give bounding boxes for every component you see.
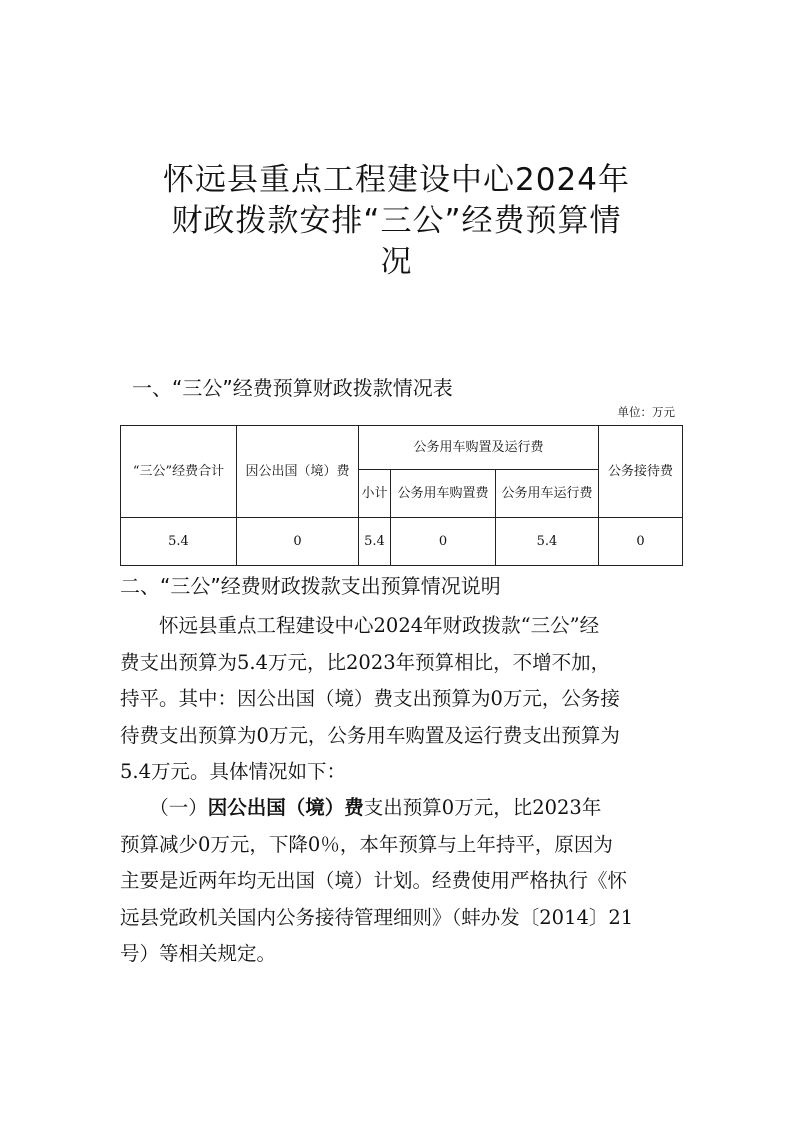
budget-table — [120, 425, 683, 566]
paragraph-1-line-1: 怀远县重点工程建设中心2024年财政拨款“三公”经 — [120, 614, 600, 637]
paragraph-2 — [120, 790, 680, 973]
header-vehicle-purchase: 公务用车购置费 — [391, 470, 496, 518]
cell-reception: 0 — [599, 518, 683, 566]
cell-vehicle-purchase: 0 — [391, 518, 496, 566]
header-vehicle: 公务用车购置及运行费 — [359, 426, 599, 470]
cell-total: 5.4 — [121, 518, 237, 566]
paragraph-2-line-1 — [120, 790, 680, 827]
page-title — [150, 160, 643, 283]
paragraph-1-line-3: 持平。其中：因公出国（境）费支出预算为0万元，公务接 — [120, 687, 620, 710]
paragraph-2-lead: （一） — [120, 796, 208, 819]
paragraph-2-line-5: 号）等相关规定。 — [120, 942, 277, 965]
paragraph-2-line-3: 主要是近两年均无出国（境）计划。经费使用严格执行《怀 — [120, 869, 628, 892]
section-2-heading: 二、“三公”经费财政拨款支出预算情况说明 — [120, 574, 501, 598]
paragraph-1-line-5: 5.4万元。具体情况如下： — [120, 760, 347, 783]
paragraph-2-line-2: 预算减少0万元，下降0％，本年预算与上年持平，原因为 — [120, 832, 613, 856]
cell-vehicle-subtotal: 5.4 — [359, 518, 391, 566]
header-total: “三公”经费合计 — [121, 426, 237, 518]
header-reception: 公务接待费 — [599, 426, 683, 518]
header-abroad: 因公出国（境）费 — [237, 426, 359, 518]
paragraph-1-line-4: 待费支出预算为0万元，公务用车购置及运行费支出预算为 — [120, 723, 620, 747]
paragraph-1-line-2: 费支出预算为5.4万元，比2023年预算相比，不增不加， — [120, 650, 611, 674]
paragraph-2-line-1-rest: 支出预算0万元，比2023年 — [363, 796, 602, 819]
section-1-heading: 一、“三公”经费预算财政拨款情况表 — [132, 376, 453, 400]
paragraph-2-line-4: 远县党政机关国内公务接待管理细则》（蚌办发〔2014〕21 — [120, 905, 634, 929]
title-line-1: 怀远县重点工程建设中心2024年 — [163, 162, 630, 198]
cell-abroad: 0 — [237, 518, 359, 566]
unit-label: 单位：万元 — [617, 405, 675, 419]
title-line-2: 财政拨款安排“三公”经费预算情 — [171, 203, 622, 239]
paragraph-1 — [120, 608, 680, 791]
title-line-3: 况 — [380, 244, 413, 280]
header-vehicle-operation: 公务用车运行费 — [496, 470, 599, 518]
paragraph-2-bold-term: 因公出国（境）费 — [207, 796, 364, 819]
cell-vehicle-operation: 5.4 — [496, 518, 599, 566]
header-vehicle-subtotal: 小计 — [359, 470, 391, 518]
